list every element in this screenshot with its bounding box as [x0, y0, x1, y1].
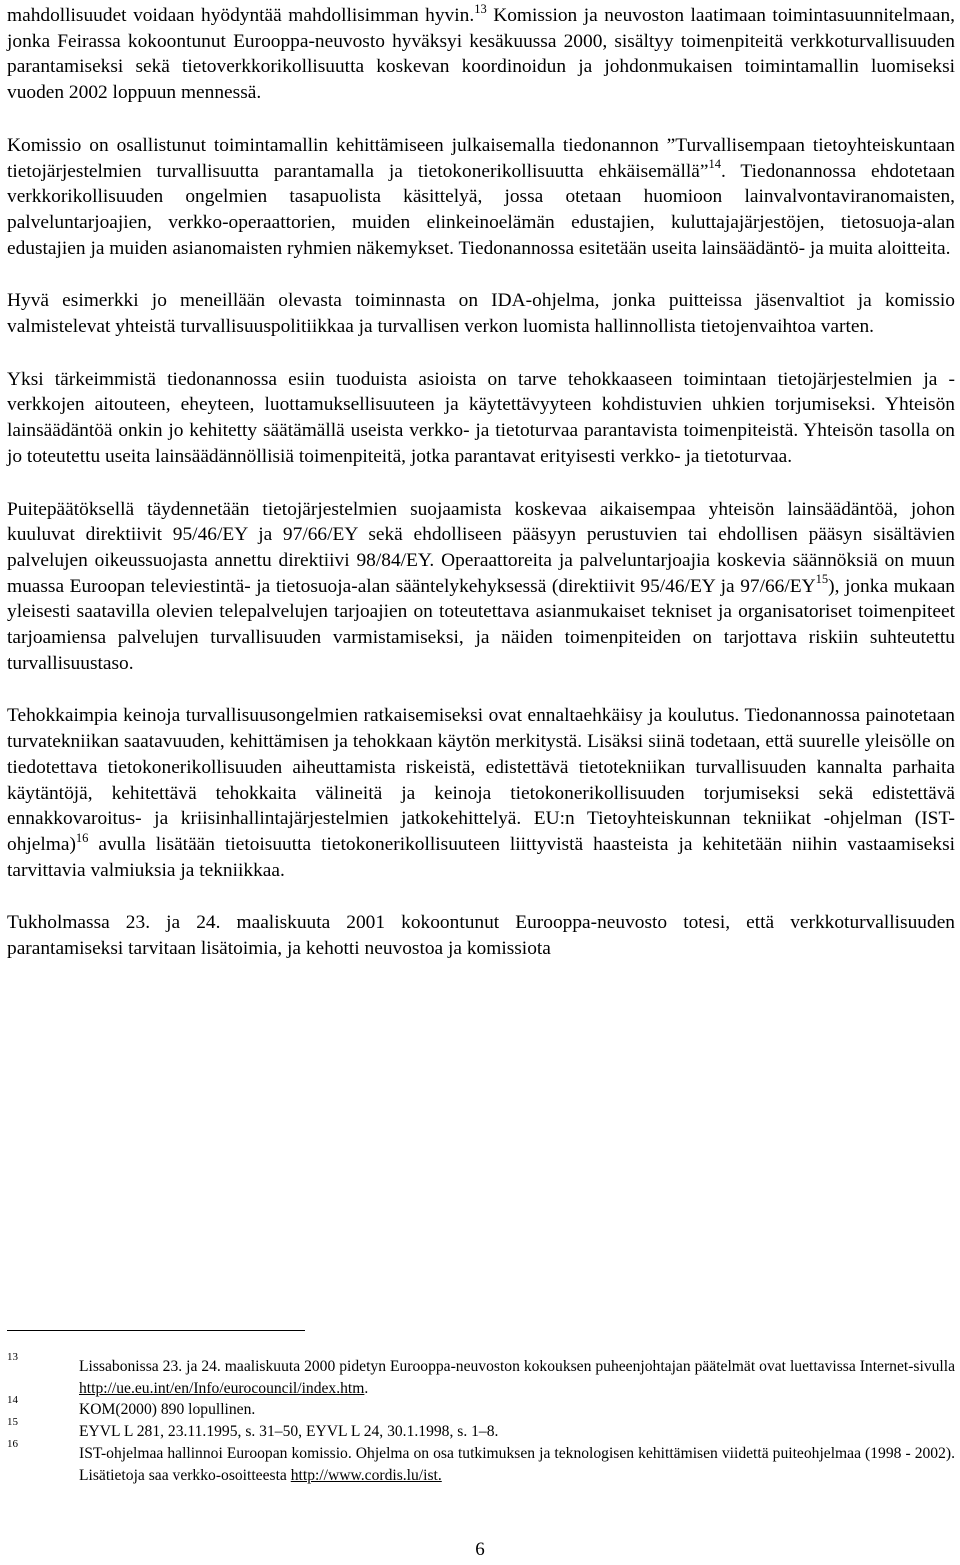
footnote-ref-14: 14: [708, 157, 721, 172]
paragraph-text: mahdollisuudet voidaan hyödyntää mahdollisimman hyvin.: [7, 5, 475, 26]
paragraph-text: Yksi tärkeimmistä tiedonannossa esiin tuoduista asioista on tarve tehokkaaseen toimintaan tietojärjestelmien ja -verkkojen aitouteen, eheyteen, luottamuksellisuuteen ja käytettävyyteen kohdistuvien uhkien torjumiseksi. Yhteisön lainsäädäntöä onkin jo kehitetty säätämällä useista verkko- ja tietoturvaa parantavista toimenpiteistä. Yhteisön tasolla on jo toteutettu useita lainsäädännöllisiä toimenpiteitä, jotka parantavat erityisesti verkko- ja tietoturvaa.: [7, 368, 955, 467]
footnote-text-body: Lissabonissa 23. ja 24. maaliskuuta 2000 pidetyn Eurooppa-neuvoston kokouksen puheenjohtajan päätelmät ovat luettavissa Internet-sivulla: [79, 1358, 955, 1375]
footnote-number: 15: [7, 1416, 18, 1429]
footnote-ref-13: 13: [474, 1, 487, 16]
footnote-ref-16: 16: [75, 830, 89, 845]
paragraph-3: [7, 288, 955, 339]
footnote-text: KOM(2000) 890 lopullinen.: [79, 1401, 256, 1419]
document-body: [7, 0, 955, 989]
paragraph-text: Tukholmassa 23. ja 24. maaliskuuta 2001 kokoontunut Eurooppa-neuvosto totesi, että verkkoturvallisuuden parantamiseksi tarvitaan lisätoimia, ja kehotti neuvostoa ja komissiota: [7, 912, 955, 960]
footnote-number: 16: [7, 1437, 18, 1450]
paragraph-text: Puitepäätöksellä täydennetään tietojärjestelmien suojaamista koskevaa aikaisempaa yhteisön lainsäädäntöä, johon kuuluvat direktiivit 95/46/EY ja 97/66/EY sekä ehdolliseen pääsyyn perustuvien tai ehdollisen pääsyn sisältävien palvelujen oikeussuojasta annettu direktiivi 98/84/EY. Operaattoreita ja palveluntarjoajia koskevia säännöksiä on muun muassa Euroopan televiestintä- ja tietosuoja-alan sääntelykehyksessä (direktiivit 95/46/EY ja 97/66/EY: [7, 498, 955, 597]
footnote-number: 14: [7, 1394, 18, 1407]
page-number: 6: [475, 1539, 485, 1560]
paragraph-text-cont: avulla lisätään tietoisuutta tietokonerikollisuuteen liittyvistä haasteista ja kehitetään niihin vastaamiseksi tarvittavia valmiuksia ja tekniikkaa.: [7, 833, 955, 881]
footnote-text: EYVL L 281, 23.11.1995, s. 31–50, EYVL L 24, 30.1.1998, s. 1–8.: [79, 1423, 499, 1441]
footnote-16: [7, 1437, 955, 1486]
footnote-14: [7, 1394, 955, 1421]
footnote-text-end: .: [364, 1379, 369, 1397]
paragraph-1: [7, 3, 955, 106]
footnote-separator: [7, 1330, 305, 1331]
paragraph-text-cont: . Tiedonannossa ehdotetaan verkkorikollisuuden ongelmien tasapuolista käsittelyä, jossa otetaan huomioon lainvalvontaviranomaisten, palveluntarjoajien, verkko-operaattorien, muiden elinkeinoelämän edustajien, kuluttajajärjestöjen, tietosuoja-alan edustajien ja muiden asianomaisten ryhmien näkemykset. Tiedonannossa esitetään useita lainsäädäntö- ja muita aloitteita.: [7, 160, 955, 259]
paragraph-text-cont: ), jonka mukaan yleisesti saatavilla olevien telepalvelujen tarjoajien on toteutettava asianmukaiset tekniset ja organisatoriset toimenpiteet tarjoamiensa palvelujen turvallisuuden varmistamiseksi, ja näiden toimenpiteiden on tarjottava riskiin suhteutettu turvallisuustaso.: [7, 575, 955, 674]
footnote-link[interactable]: http://www.cordis.lu/ist.: [290, 1466, 442, 1484]
footnote-text-body: IST-ohjelmaa hallinnoi Euroopan komissio. Ohjelma on osa tutkimuksen ja teknologisen kehittämisen viidettä puiteohjelmaa (1998 - 2002). Lisätietoja saa verkko-osoitteesta: [79, 1444, 955, 1484]
paragraph-4: [7, 367, 955, 470]
paragraph-text: Hyvä esimerkki jo meneillään olevasta toiminnasta on IDA-ohjelma, jonka puitteissa jäsenvaltiot ja komissio valmistelevat yhteistä turvallisuuspolitiikkaa ja turvallisen verkon luomista hallinnollista tietojenvaihtoa varten.: [7, 290, 955, 338]
footnote-link[interactable]: http://ue.eu.int/en/Info/eurocouncil/index.htm: [79, 1379, 365, 1397]
paragraph-6: [7, 703, 955, 883]
footnote-text: [79, 1443, 955, 1486]
footnotes: [7, 1351, 955, 1486]
paragraph-text: Tehokkaimpia keinoja turvallisuusongelmien ratkaisemiseksi ovat ennaltaehkäisy ja koulutus. Tiedonannossa painotetaan turvatekniikan saatavuuden, kehittämisen ja tehokkaan käytön merkitystä. Lisäksi siinä todetaan, että suurelle yleisölle on tiedotettava tietokonerikollisuuden aiheuttamista riskeistä, edistettävä tietotekniikan turvallisuuden kannalta parhaita käytäntöjä, kehitettävä tehokkaita välineitä ja keinoja tietokonerikollisuuden torjumiseksi sekä edistettävä ennakkovaroitus- ja kriisinhallintajärjestelmien jatkokehittelyä. EU:n Tietoyhteiskunnan tekniikat -ohjelman (IST-ohjelma): [7, 705, 955, 855]
paragraph-5: [7, 497, 955, 677]
paragraph-7: [7, 910, 955, 961]
footnote-15: [7, 1416, 955, 1443]
footnote-text: [79, 1356, 955, 1399]
footnote-ref-15: 15: [815, 572, 829, 587]
paragraph-text-cont: Komission ja neuvoston laatimaan toimintasuunnitelmaan, jonka Feirassa kokoontunut Eurooppa-neuvosto hyväksyi kesäkuussa 2000, sisältyy toimenpiteitä verkkoturvallisuuden parantamiseksi sekä tietoverkkorikollisuutta koskevan koordinoidun ja johdonmukaisen toimintamallin luomiseksi vuoden 2002 loppuun mennessä.: [7, 5, 955, 104]
paragraph-2: [7, 133, 955, 262]
footnote-number: 13: [7, 1351, 18, 1363]
paragraph-text: Komissio on osallistunut toimintamallin kehittämiseen julkaisemalla tiedonannon ”Turvallisempaan tietoyhteiskuntaan tietojärjestelmien turvallisuutta parantamalla ja tietokonerikollisuutta ehkäisemällä”: [7, 134, 955, 182]
footnote-13: [7, 1351, 955, 1399]
